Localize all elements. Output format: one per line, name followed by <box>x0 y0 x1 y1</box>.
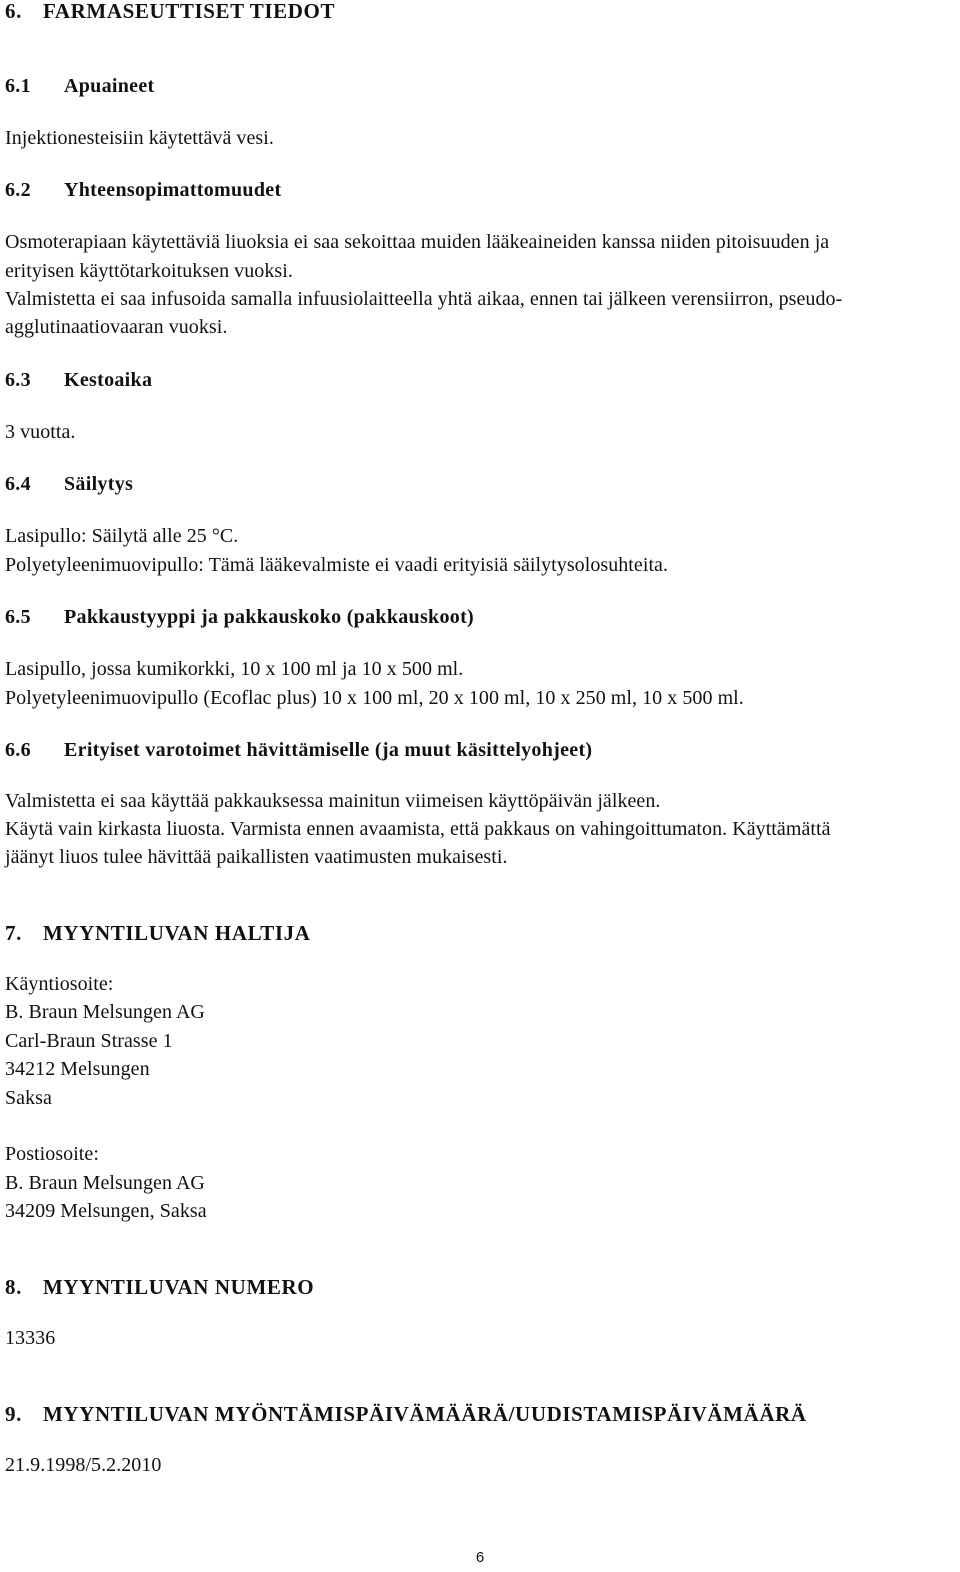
section-number: 8. <box>5 1275 22 1299</box>
paragraph-line: jäänyt liuos tulee hävittää paikallisten vaatimusten mukaisesti. <box>5 846 508 868</box>
paragraph-line: Osmoterapiaan käytettäviä liuoksia ei saa sekoittaa muiden lääkeaineiden kanssa niiden pitoisuuden ja <box>5 231 830 253</box>
section-title: FARMASEUTTISET TIEDOT <box>43 0 336 23</box>
subsection-6-4-heading <box>5 470 133 498</box>
subsection-title: Säilytys <box>64 473 134 495</box>
subsection-number: 6.6 <box>5 739 31 761</box>
subsection-6-6-heading <box>5 736 592 764</box>
section-7-heading <box>5 919 311 947</box>
section-title: MYYNTILUVAN MYÖNTÄMISPÄIVÄMÄÄRÄ/UUDISTAMISPÄIVÄMÄÄRÄ <box>43 1402 807 1426</box>
paragraph-line: agglutinaatiovaaran vuoksi. <box>5 316 228 338</box>
paragraph-line: erityisen käyttötarkoituksen vuoksi. <box>5 260 293 282</box>
section-number: 7. <box>5 921 22 945</box>
address-line: B. Braun Melsungen AG <box>5 1172 205 1194</box>
section-title: MYYNTILUVAN HALTIJA <box>43 921 311 945</box>
subsection-number: 6.5 <box>5 606 31 628</box>
page-number: 6 <box>475 1549 485 1566</box>
address-line: Saksa <box>5 1087 52 1109</box>
subsection-6-2-heading <box>5 176 281 204</box>
subsection-title: Kestoaika <box>64 369 153 391</box>
subsection-title: Erityiset varotoimet hävittämiselle (ja muut käsittelyohjeet) <box>64 739 593 761</box>
address-line: B. Braun Melsungen AG <box>5 1001 205 1023</box>
section-9-heading <box>5 1400 807 1428</box>
section-6-heading <box>5 0 335 25</box>
section-number: 9. <box>5 1402 22 1426</box>
subsection-number: 6.3 <box>5 369 31 391</box>
paragraph-line: Lasipullo: Säilytä alle 25 °C. <box>5 525 239 547</box>
subsection-number: 6.1 <box>5 75 31 97</box>
subsection-title: Yhteensopimattomuudet <box>64 179 282 201</box>
paragraph-line: Valmistetta ei saa käyttää pakkauksessa mainitun viimeisen käyttöpäivän jälkeen. <box>5 790 661 812</box>
paragraph-line: Polyetyleenimuovipullo (Ecoflac plus) 10 x 100 ml, 20 x 100 ml, 10 x 250 ml, 10 x 500 ml. <box>5 687 744 709</box>
authorization-date: 21.9.1998/5.2.2010 <box>5 1454 162 1476</box>
subsection-number: 6.4 <box>5 473 31 495</box>
subsection-6-3-heading <box>5 366 152 394</box>
section-8-heading <box>5 1273 314 1301</box>
paragraph-line: Valmistetta ei saa infusoida samalla infuusiolaitteella yhtä aikaa, ennen tai jälkeen verensiirron, pseudo- <box>5 288 843 310</box>
subsection-title: Apuaineet <box>64 75 155 97</box>
section-title: MYYNTILUVAN NUMERO <box>43 1275 315 1299</box>
authorization-number: 13336 <box>5 1327 56 1349</box>
paragraph-line: 3 vuotta. <box>5 421 76 443</box>
paragraph-line: Polyetyleenimuovipullo: Tämä lääkevalmiste ei vaadi erityisiä säilytysolosuhteita. <box>5 554 669 576</box>
address-line: Carl-Braun Strasse 1 <box>5 1030 173 1052</box>
subsection-6-1-heading <box>5 72 154 100</box>
address-line: 34209 Melsungen, Saksa <box>5 1200 207 1222</box>
subsection-number: 6.2 <box>5 179 31 201</box>
paragraph-line: Käytä vain kirkasta liuosta. Varmista ennen avaamista, että pakkaus on vahingoittumaton. Käyttämättä <box>5 818 831 840</box>
subsection-6-5-heading <box>5 603 474 631</box>
address-line: Postiosoite: <box>5 1143 99 1165</box>
paragraph-line: Lasipullo, jossa kumikorkki, 10 x 100 ml ja 10 x 500 ml. <box>5 658 464 680</box>
address-line: 34212 Melsungen <box>5 1058 150 1080</box>
paragraph-line: Injektionesteisiin käytettävä vesi. <box>5 127 274 149</box>
section-number: 6. <box>5 0 22 23</box>
subsection-title: Pakkaustyyppi ja pakkauskoko (pakkauskoot) <box>64 606 474 628</box>
address-line: Käyntiosoite: <box>5 973 114 995</box>
